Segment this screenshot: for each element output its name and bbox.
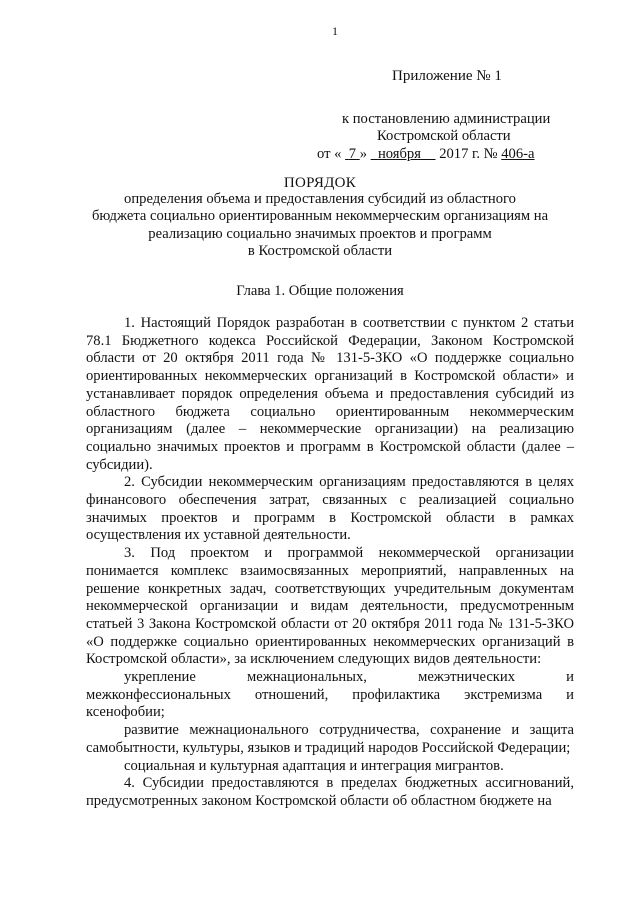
list-item-1: укрепление межнациональных, межэтнических и межконфессиональных отношений, профилактика экстремизма и ксенофобии; (86, 669, 574, 721)
list-item-3: социальная и культурная адаптация и интеграция мигрантов. (124, 757, 504, 774)
decree-reference: к постановлению администрации (342, 111, 551, 127)
date-month (371, 146, 436, 162)
subtitle-line: в Костромской области (247, 242, 393, 259)
day-value: 7 (348, 146, 357, 162)
paragraph-2: 2. Субсидии некоммерческим организациям предоставляются в целях финансового обеспечения затрат, связанных с реализацией социально значимых проектов и программ в Костромской области в рамках осуществления их уставной деятельности. (86, 474, 574, 544)
date-mid: » (359, 146, 367, 162)
date-year: 2017 г. № (439, 146, 498, 162)
subtitle-line: реализацию социально значимых проектов и программ (148, 225, 492, 242)
list-item-2: развитие межнационального сотрудничества, сохранение и защита самобытности, культуры, языков и традиций народов Российской Федерации; (86, 722, 574, 756)
appendix-title: Приложение № 1 (392, 68, 502, 84)
paragraph-4: 4. Субсидии предоставляются в пределах бюджетных ассигнований, предусмотренных законом Костромской области об областном бюджете на (86, 775, 574, 809)
document-title: ПОРЯДОК (283, 175, 357, 191)
document-subtitle (60, 191, 580, 260)
chapter-heading: Глава 1. Общие положения (236, 283, 404, 299)
date-prefix: от « (317, 146, 342, 162)
paragraph-1: 1. Настоящий Порядок разработан в соответствии с пунктом 2 статьи 78.1 Бюджетного кодекса Российской Федерации, Законом Костромской области от 20 октября 2011 года № 131-5-ЗКО «О поддержке социально ориентированных некоммерческих организаций в Костромской области» и устанавливает порядок определения объема и предоставления субсидий из областного бюджета социально ориентированным некоммерческим организациям (далее – некоммерческие организации) на реализацию социально значимых проектов и программ в Костромской области (далее – субсидии). (86, 315, 574, 473)
date-day (345, 146, 360, 162)
paragraph-3: 3. Под проектом и программой некоммерческой организации понимается комплекс взаимосвязанных мероприятий, направленных на решение конкретных задач, соответствующих учредительным документам некоммерческой организации и видам деятельности, предусмотренным статьей 3 Закона Костромской области от 20 октября 2011 года № 131-5-ЗКО «О поддержке социально ориентированных некоммерческих организаций в Костромской области», за исключением следующих видов деятельности: (86, 545, 574, 668)
subtitle-line: определения объема и предоставления субсидий из областного (124, 191, 516, 207)
document-body (86, 315, 574, 811)
decree-date-line (317, 146, 534, 163)
subtitle-line: бюджета социально ориентированным некоммерческим организациям на (91, 208, 549, 225)
month-value: ноября (377, 146, 421, 162)
page-number: 1 (332, 24, 338, 38)
region-name: Костромской области (377, 128, 511, 144)
decree-number: 406-а (501, 146, 535, 162)
